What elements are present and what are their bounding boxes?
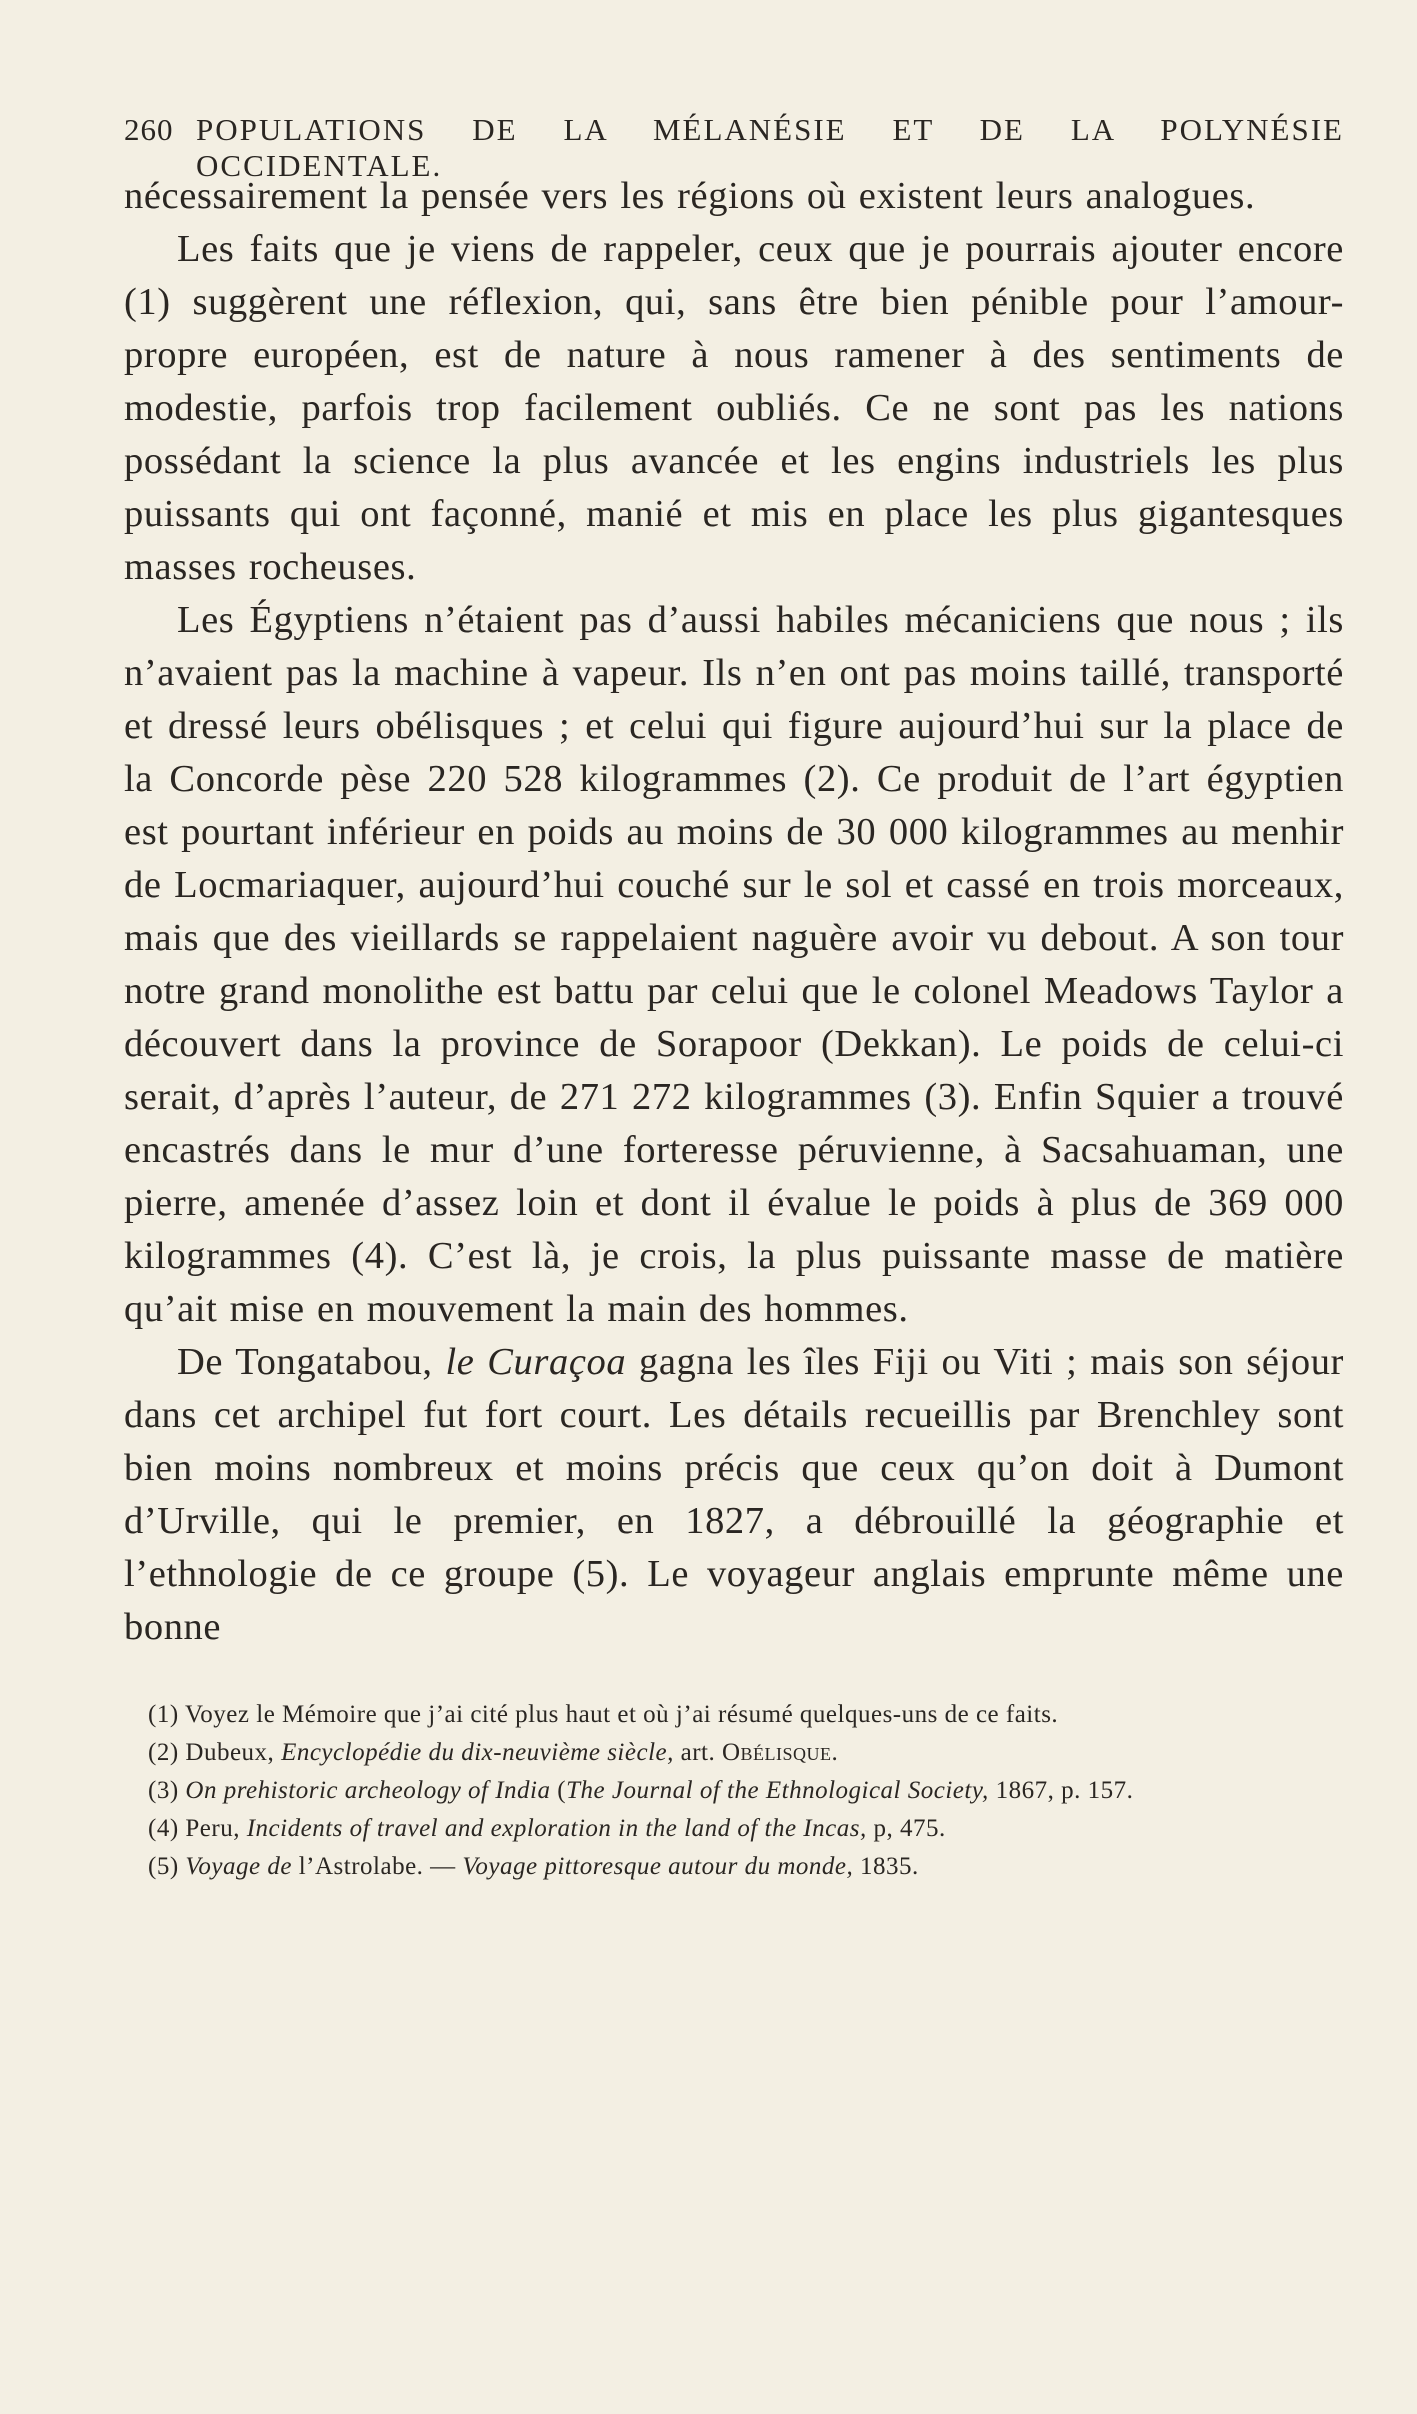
footnote-3-paren: (: [550, 1777, 567, 1804]
footnote-5-number: (5): [148, 1853, 179, 1880]
footnote-2: [124, 1734, 1344, 1772]
page-number: 260: [124, 112, 174, 147]
footnote-3-number: (3): [148, 1777, 179, 1804]
footnote-3: [124, 1772, 1344, 1810]
footnote-5-year: 1835.: [853, 1853, 919, 1880]
footnote-1: [124, 1696, 1344, 1734]
paragraph-4-start: De Tongatabou,: [177, 1341, 446, 1383]
footnotes: [124, 1696, 1344, 1886]
footnote-2-work: Encyclopédie du dix-neuvième siècle,: [281, 1739, 674, 1766]
footnote-2-number: (2): [148, 1739, 179, 1766]
footnote-1-text: Voyez le Mémoire que j’ai cité plus haut et où j’ai résumé quelques-uns de ce faits.: [184, 1701, 1059, 1728]
footnote-5-ship: l’Astrolabe. —: [291, 1853, 463, 1880]
footnote-5-title: Voyage pittoresque autour du monde,: [462, 1853, 854, 1880]
footnote-2-art: art.: [673, 1739, 722, 1766]
footnote-3-title: On prehistoric archeology of India: [185, 1777, 551, 1804]
footnote-5: [124, 1848, 1344, 1886]
footnote-2-entry: Obélisque.: [722, 1739, 839, 1766]
footnote-3-journal: The Journal of the Ethnological Society,: [566, 1777, 989, 1804]
book-page: [124, 112, 1344, 1886]
paragraph-4-rest: gagna les îles Fiji ou Viti ; mais son séjour dans cet archipel fut fort court. Les détails recueillis par Brenchley sont bien moins nombreux et moins précis que ceux qu’on doit à Dumont d’Urville, qui le premier, en 1827, a débrouillé la géographie et l’ethnologie de ce groupe (5). Le voyageur anglais emprunte même une bonne: [124, 1341, 1344, 1648]
paragraph-2: Les faits que je viens de rappeler, ceux que je pourrais ajouter encore (1) suggèrent une réflexion, qui, sans être bien pénible pour l’amour-propre européen, est de nature à nous ramener à des sentiments de modestie, parfois trop facilement oubliés. Ce ne sont pas les nations possédant la science la plus avancée et les engins industriels les plus puissants qui ont façonné, manié et mis en place les plus gigantesques masses rocheuses.: [124, 228, 1344, 588]
paragraph-3: Les Égyptiens n’étaient pas d’aussi habiles mécaniciens que nous ; ils n’avaient pas la machine à vapeur. Ils n’en ont pas moins taillé, transporté et dressé leurs obélisques ; et celui qui figure aujourd’hui sur la place de la Concorde pèse 220 528 kilogrammes (2). Ce produit de l’art égyptien est pourtant inférieur en poids au moins de 30 000 kilogrammes au menhir de Locmariaquer, aujourd’hui couché sur le sol et cassé en trois morceaux, mais que des vieillards se rappelaient naguère avoir vu debout. A son tour notre grand monolithe est battu par celui que le colonel Meadows Taylor a découvert dans la province de Sorapoor (Dekkan). Le poids de celui-ci serait, d’après l’auteur, de 271 272 kilogrammes (3). Enfin Squier a trouvé encastrés dans le mur d’une forteresse péruvienne, à Sacsahuaman, une pierre, amenée d’assez loin et dont il évalue le poids à plus de 369 000 kilogrammes (4). C’est là, je crois, la plus puissante masse de matière qu’ait mise en mouvement la main des hommes.: [124, 599, 1344, 1330]
footnote-4: [124, 1810, 1344, 1848]
footnote-4-author: Peru,: [185, 1815, 247, 1842]
running-head: [124, 112, 1344, 183]
footnote-2-author: Dubeux,: [185, 1739, 282, 1766]
paragraph-4: [124, 1336, 1344, 1654]
ship-name: le Curaçoa: [445, 1341, 627, 1383]
footnote-3-ref: 1867, p. 157.: [988, 1777, 1134, 1804]
paragraph-1: nécessairement la pensée vers les régions où existent leurs analogues.: [124, 175, 1256, 217]
footnote-4-title: Incidents of travel and exploration in the land of the Incas,: [246, 1815, 867, 1842]
footnote-4-page: p, 475.: [866, 1815, 946, 1842]
body-text: [124, 170, 1344, 1654]
running-title: POPULATIONS DE LA MÉLANÉSIE ET DE LA POLYNÉSIE OCCIDENTALE.: [196, 112, 1344, 183]
footnote-5-voyage: Voyage de: [185, 1853, 292, 1880]
footnote-1-number: (1): [148, 1701, 179, 1728]
footnote-4-number: (4): [148, 1815, 179, 1842]
